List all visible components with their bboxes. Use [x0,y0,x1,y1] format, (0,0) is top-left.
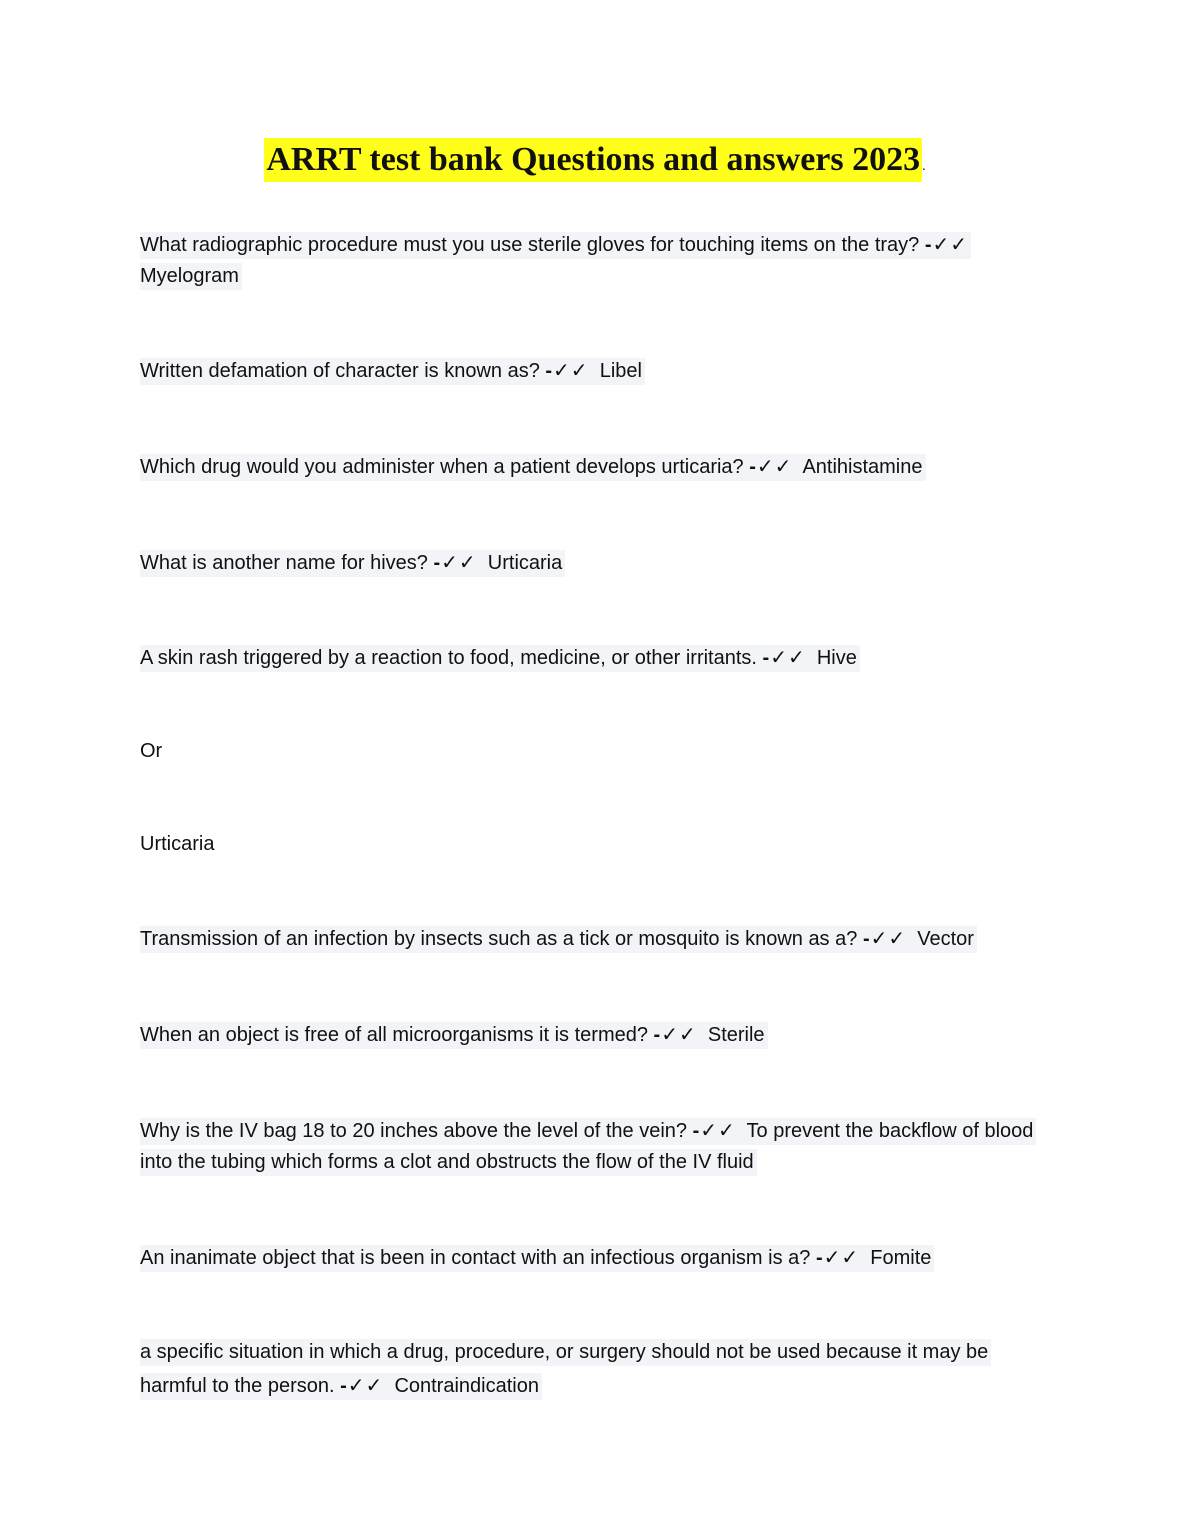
answer-text: Myelogram [140,265,239,287]
answer-text: Libel [599,360,642,382]
qa-item [140,924,977,955]
plain-text: Urticaria [140,833,215,855]
qa-item [140,230,1050,292]
qa-highlight [140,645,860,672]
question-text: A skin rash triggered by a reaction to food, medicine, or other irritants. [140,647,757,669]
qa-highlight [140,1022,768,1049]
document-title: ARRT test bank Questions and answers 2023 [264,138,922,182]
question-text: Transmission of an infection by insects such as a tick or mosquito is known as a? [140,928,858,950]
qa-highlight [140,550,565,577]
answer-text: Vector [917,928,974,950]
qa-item [140,643,860,674]
question-text: An inanimate object that is been in contact with an infectious organism is a? [140,1247,811,1269]
question-text: What is another name for hives? [140,552,428,574]
answer-text: Fomite [870,1247,932,1269]
check-mark-icon: -✓✓ [862,928,907,950]
question-text: Which drug would you administer when a patient develops urticaria? [140,456,744,478]
answer-text: Contraindication [394,1375,539,1397]
title-trailing-dot: . [922,159,926,174]
check-mark-icon: -✓✓ [653,1024,697,1046]
qa-highlight [140,232,971,290]
question-text: Written defamation of character is known as? [140,360,540,382]
answer-text: Sterile [707,1024,765,1046]
check-mark-icon: -✓✓ [749,456,793,478]
plain-text: Or [140,740,163,762]
qa-item [140,1116,1050,1178]
check-mark-icon: -✓✓ [433,552,477,574]
question-text: When an object is free of all microorganisms it is termed? [140,1024,648,1046]
qa-item [140,1335,1050,1403]
check-mark-icon: -✓✓ [924,234,969,256]
qa-item [140,1020,768,1051]
qa-item [140,356,645,387]
answer-text: Hive [816,647,857,669]
answer-text: Urticaria [487,552,563,574]
qa-highlight [140,1118,1036,1176]
qa-highlight [140,1245,934,1272]
title-container [0,138,1190,182]
qa-highlight [140,926,977,953]
qa-highlight [140,454,926,481]
qa-highlight [140,358,645,385]
qa-highlight [140,1339,991,1400]
check-mark-icon: -✓✓ [692,1120,736,1142]
check-mark-icon: -✓✓ [762,647,806,669]
plain-line [140,829,214,860]
question-text: What radiographic procedure must you use sterile gloves for touching items on the tray? [140,234,920,256]
answer-text: To prevent the backflow of blood into the tubing which forms a clot and obstructs the flow of the IV fluid [140,1120,1034,1173]
check-mark-icon: -✓✓ [340,1375,384,1397]
qa-item [140,548,565,579]
check-mark-icon: -✓✓ [815,1247,860,1269]
question-text: Why is the IV bag 18 to 20 inches above the level of the vein? [140,1120,688,1142]
answer-text: Antihistamine [802,456,923,478]
qa-item [140,1243,934,1274]
question-text: a specific situation in which a drug, procedure, or surgery should not be used because it may be harmful to the person. [140,1341,989,1397]
qa-item [140,452,926,483]
plain-line [140,736,162,767]
check-mark-icon: -✓✓ [545,360,589,382]
